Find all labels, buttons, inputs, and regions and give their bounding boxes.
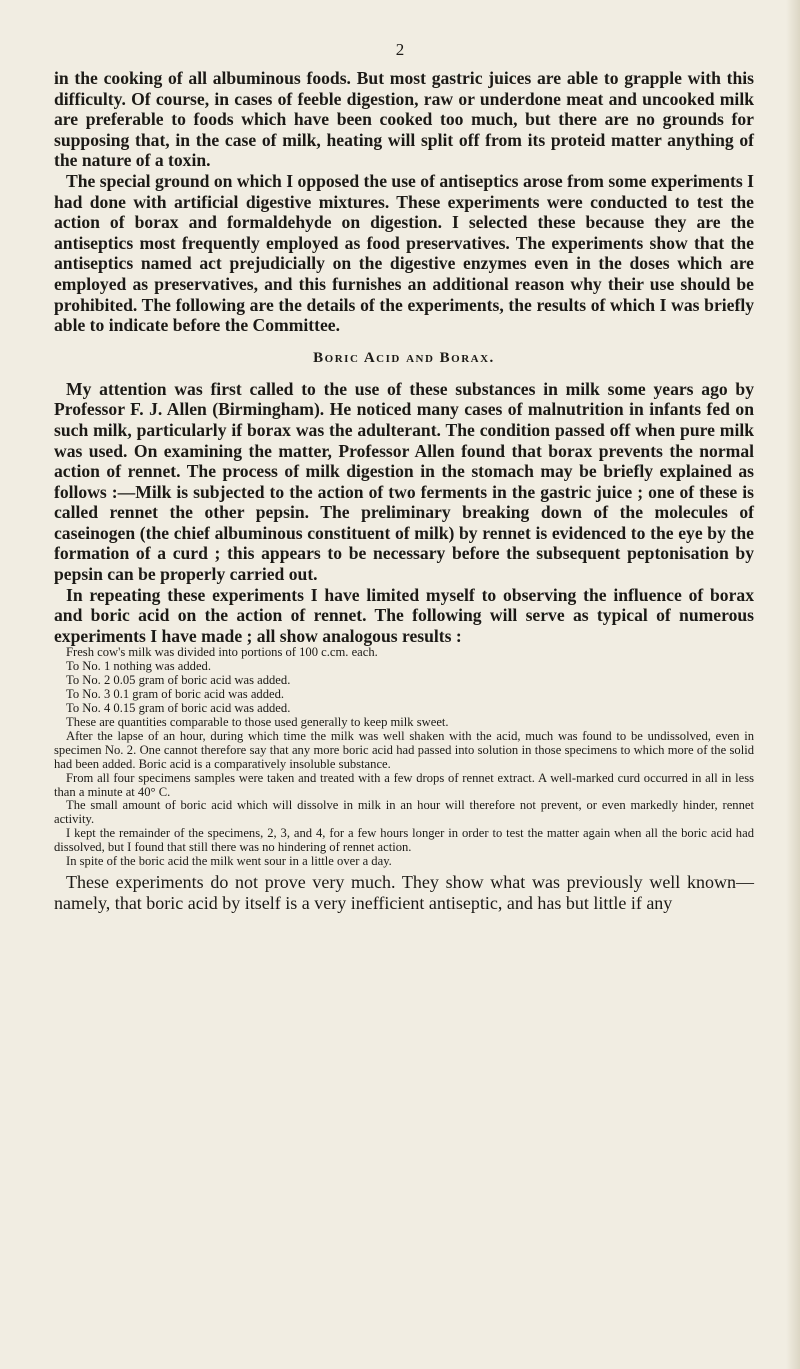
experiment-line: To No. 3 0.1 gram of boric acid was added. xyxy=(66,687,285,702)
section-heading-boric-acid: Boric Acid and Borax. xyxy=(313,349,495,366)
experiment-note: From all four specimens samples were taken and treated with a few drops of rennet extract. A well-marked curd occurred in all in less than a minute at 40° C. xyxy=(54,770,754,799)
paragraph-conclusion: These experiments do not prove very much. They show what was previously well known—namely, that boric acid by itself is a very inefficient antiseptic, and has but little if any xyxy=(54,871,754,913)
experiment-note: After the lapse of an hour, during which time the milk was well shaken with the acid, much was found to be undissolved, even in specimen No. 2. One cannot therefore say that any more boric acid had passed into solution in those specimens to which more of the solid had been added. Boric acid is a comparatively insoluble substance. xyxy=(54,728,754,771)
paragraph-special-ground: The special ground on which I opposed the use of antiseptics arose from some experiments I had done with artificial digestive mixtures. These experiments were conducted to test the action of borax and formaldehyde on digestion. I selected these because they are the antiseptics most frequently employed as food preservatives. The experiments show that the antiseptics named act prejudicially on the digestive enzymes even in the doses which are employed as preservatives, and this furnishes an additional reason why their use should be prohibited. The following are the details of the experiments, the results of which I was briefly able to indicate before the Committee. xyxy=(54,170,754,336)
experiment-note: In spite of the boric acid the milk went sour in a little over a day. xyxy=(66,854,392,869)
paragraph-attention-first-called: My attention was first called to the use of these substances in milk some years ago by Professor F. J. Allen (Birmingham). He noticed many cases of malnutrition in infants fed on such milk, particularly if borax was the adulterant. The condition passed off when pure milk was used. On examining the matter, Professor Allen found that borax prevents the normal action of rennet. The process of milk digestion in the stomach may be briefly explained as follows :—Milk is subjected to the action of two ferments in the gastric juice ; one of these is called rennet the other pepsin. The preliminary breaking down of the molecules of caseinogen (the chief albuminous constituent of milk) by rennet is evidenced to the eye by the formation of a curd ; this appears to be necessary before the subsequent peptonisation by pepsin can be properly carried out. xyxy=(54,378,754,585)
paragraph-cooking-albuminous: in the cooking of all albuminous foods. But most gastric juices are able to grapple with this difficulty. Of course, in cases of feeble digestion, raw or underdone meat and uncooked milk are preferable to foods which have been cooked too much, but there are no grounds for supposing that, in the case of milk, heating will split off from its proteid matter anything of the nature of a toxin. xyxy=(54,68,754,171)
experiment-notes xyxy=(54,646,754,869)
experiment-note: I kept the remainder of the specimens, 2, 3, and 4, for a few hours longer in order to test the matter again when all the boric acid had dissolved, but I found that still there was no hindering of rennet action. xyxy=(54,826,754,855)
experiment-line: To No. 2 0.05 gram of boric acid was added. xyxy=(66,673,291,688)
paragraph-repeating-experiments: In repeating these experiments I have limited myself to observing the influence of borax and boric acid on the action of rennet. The following will serve as typical of numerous experiments I have made ; all show analogous results : xyxy=(54,584,754,646)
experiment-note: These are quantities comparable to those used generally to keep milk sweet. xyxy=(66,714,449,729)
experiment-line: To No. 1 nothing was added. xyxy=(66,659,211,674)
experiment-line: To No. 4 0.15 gram of boric acid was added. xyxy=(66,701,291,716)
experiment-intro: Fresh cow's milk was divided into portions of 100 c.cm. each. xyxy=(66,645,378,660)
experiment-note: The small amount of boric acid which will dissolve in milk in an hour will therefore not prevent, or even markedly hinder, rennet activity. xyxy=(54,798,754,827)
page-number: 2 xyxy=(395,40,405,59)
page-body xyxy=(54,68,754,914)
page-edge-shadow xyxy=(786,0,800,1369)
